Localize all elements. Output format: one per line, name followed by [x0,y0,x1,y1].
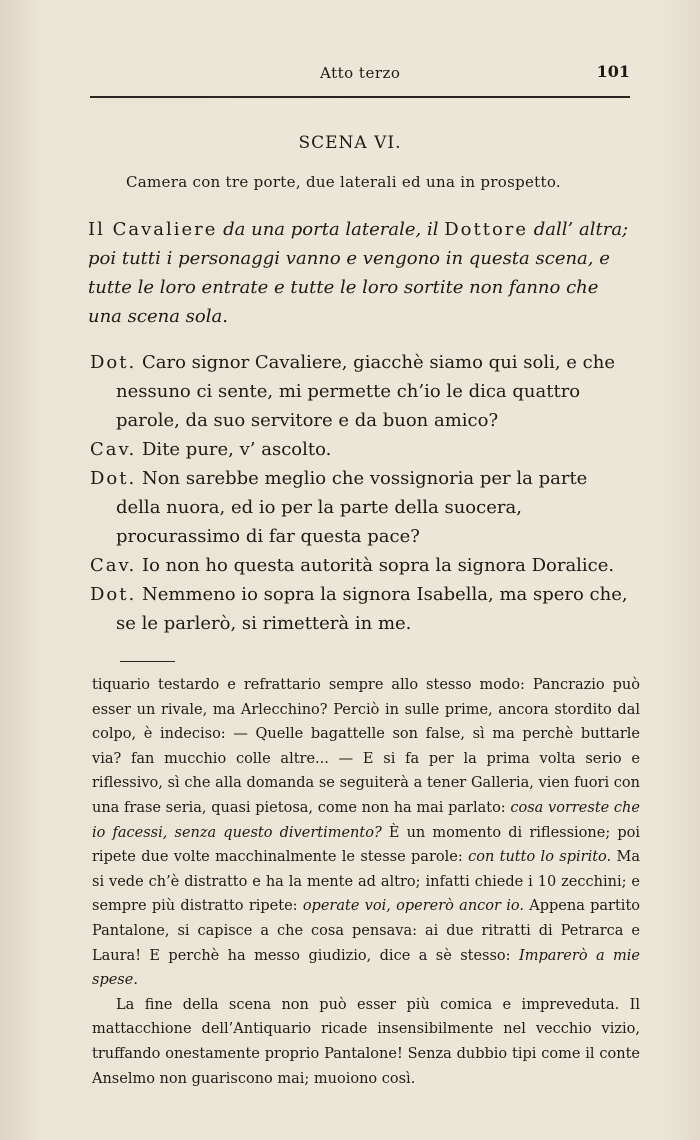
line-text: Non sarebbe meglio che vossignoria per la parte della nuora, ed io per la parte della suocera, procurassimo di far questa pace? [116,468,588,547]
running-head [90,60,630,90]
speaker-label: Cav. [90,439,137,460]
footnote-text: tiquario testardo e refrattario sempre allo stesso modo: Pancrazio può esser un rivale, ma Arlecchino? Perciò in sulle prime, ancora stordito dal colpo, è indeciso: — Quelle bagattelle son false, sì ma perchè buttarle via? fan mucchio colle altre... — E si fa per la prima volta serio e riflessivo, sì che alla domanda se seguiterà a tener Galleria, vien fuori con una frase seria, quasi pietosa, come non ha mai parlato: [92,677,640,816]
page-number: 101 [596,62,630,81]
stage-direction-text-1: da una porta laterale, il [217,219,445,240]
dialogue-line [90,435,635,464]
footnote-paragraph-1 [92,673,640,993]
dialogue-line [90,551,635,580]
footnote-text: È un momento di riflessione; poi ripete due volte macchinalmente le stesse parole: [92,824,640,866]
footnote-quote: con tutto lo spirito. [468,849,612,866]
running-title: Atto terzo [320,64,401,82]
header-rule [90,96,630,98]
speaker-label: Dot. [90,352,137,373]
speaker-label: Cav. [90,555,137,576]
dialogue [90,348,635,638]
line-text: Caro signor Cavaliere, giacchè siamo qui soli, e che nessuno ci sente, mi permette ch’io le dica quattro parole, da suo servitore e da buon amico? [116,352,615,431]
stage-speaker-cavaliere: Il Cavaliere [88,219,218,240]
footnote-quote: operate voi, opererò ancor io. [302,898,524,915]
footnote-quote: Imparerò a mie spese. [92,947,640,989]
footnote-text: Appena partito Pantalone, si capisce a che cosa pensava: ai due ritratti di Petrarca e Laura! E perchè ha messo giudizio, dice a sè stesso: [92,898,640,964]
footnote-rule [120,661,175,662]
dialogue-line [90,580,635,638]
speaker-label: Dot. [90,468,137,489]
line-text: Io non ho questa autorità sopra la signora Doralice. [142,555,615,576]
footnote-quote: cosa vorreste che io facessi, senza questo divertimento? [92,799,640,841]
line-text: Nemmeno io sopra la signora Isabella, ma spero che, se le parlerò, si rimetterà in me. [116,584,628,634]
speaker-label: Dot. [90,584,137,605]
footnote [92,673,640,1091]
scene-setting: Camera con tre porte, due laterali ed una in prospetto. [126,173,561,191]
footnote-paragraph-2: La fine della scena non può esser più comica e impreveduta. Il mattacchione dell’Antiquario ricade insensibilmente nel vecchio vizio, truffando onestamente proprio Pantalone! Senza dubbio tipi come il conte Anselmo non guariscono mai; muoiono così. [92,996,640,1087]
line-text: Dite pure, v’ ascolto. [142,439,332,460]
footnote-text: Ma si vede ch’è distratto e ha la mente ad altro; infatti chiede i 10 zecchini; e sempre più distratto ripete: [92,849,640,915]
stage-speaker-dottore: Dottore [444,219,529,240]
dialogue-line [90,464,635,551]
dialogue-line [90,348,635,435]
stage-direction [88,215,633,331]
stage-direction-text-2: dall’ altra; poi tutti i personaggi vanno e vengono in questa scena, e tutte le loro entrate e tutte le loro sortite non fanno che una scena sola. [88,219,629,327]
scene-title: SCENA VI. [298,133,402,153]
